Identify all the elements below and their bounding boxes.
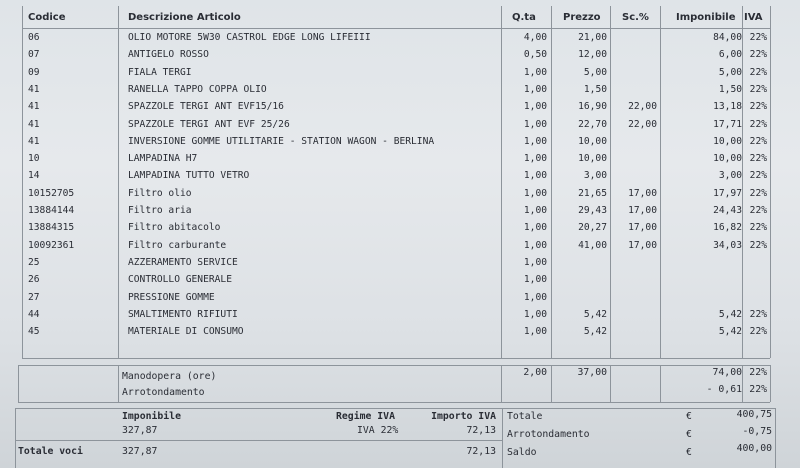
total-label: Totale [507,411,543,422]
labor-prezzo: 37,00 [577,367,607,378]
header-imponibile: Imponibile [676,12,736,23]
row-description: CONTROLLO GENERALE [128,274,232,286]
labor-iva: 22% [749,367,767,378]
row-imponibile: 34,03 [713,239,742,251]
row-prezzo: 10,00 [578,135,607,147]
row-imponibile: 1,50 [718,83,742,95]
row-code: 10 [28,153,40,165]
row-imponibile: 10,00 [713,135,742,147]
row-code: 41 [28,83,40,95]
col-line [660,365,661,402]
summary-importo-label: Importo IVA [431,411,496,422]
col-line [742,365,743,402]
summary-imponibile-value: 327,87 [122,425,158,436]
row-description: SMALTIMENTO RIFIUTI [128,308,238,320]
row-imponibile: 6,00 [718,49,742,61]
row-prezzo: 5,42 [583,308,607,320]
labor-qta: 2,00 [523,367,547,378]
header-qta: Q.ta [512,12,536,23]
row-prezzo: 5,42 [583,326,607,338]
table-row [0,306,800,323]
row-iva: 22% [749,153,767,165]
col-line [501,365,502,402]
row-prezzo: 20,27 [578,222,607,234]
row-qta: 1,00 [523,66,547,78]
row-sconto: 17,00 [628,205,657,216]
row-sconto: 22,00 [628,101,657,113]
row-prezzo: 21,00 [578,32,607,43]
col-line [502,408,503,468]
row-description: SPAZZOLE TERGI ANT EVF 25/26 [128,118,290,130]
row-imponibile: 17,71 [713,118,742,130]
row-sconto: 17,00 [628,239,657,251]
table-row [0,202,800,219]
row-description: PRESSIONE GOMME [128,291,215,303]
summary-top-line [15,408,775,409]
table-row [0,46,800,63]
row-imponibile: 5,42 [718,308,742,320]
arrotondamento-label: Arrotondamento [507,429,590,440]
saldo-value: 400,00 [736,443,772,454]
row-description: Filtro aria [128,205,192,216]
row-iva: 22% [749,66,767,78]
row-iva: 22% [749,326,767,338]
saldo-currency: € [686,447,692,458]
row-prezzo: 3,00 [583,170,607,182]
row-description: OLIO MOTORE 5W30 CASTROL EDGE LONG LIFEIII [128,32,371,43]
row-code: 41 [28,101,40,113]
labor-label: Manodopera (ore) [122,371,217,382]
row-qta: 1,00 [523,308,547,320]
table-row [0,81,800,98]
totale-voci-imponibile: 327,87 [122,446,158,457]
row-description: Filtro abitacolo [128,222,221,234]
row-imponibile: 84,00 [713,32,742,43]
row-code: 25 [28,256,40,268]
row-imponibile: 24,43 [713,205,742,216]
row-prezzo: 29,43 [578,205,607,216]
row-qta: 1,00 [523,153,547,165]
header-codice: Codice [28,12,66,23]
row-code: 41 [28,135,40,147]
header-descrizione: Descrizione Articolo [128,12,241,23]
rounding-label: Arrotondamento [122,387,205,398]
row-prezzo: 21,65 [578,187,607,199]
row-sconto: 22,00 [628,118,657,130]
col-line [15,408,16,468]
row-description: Filtro olio [128,187,192,199]
table-row [0,254,800,271]
row-iva: 22% [749,118,767,130]
table-row [0,98,800,115]
row-qta: 1,00 [523,170,547,182]
row-qta: 1,00 [523,326,547,338]
table-row [0,29,800,46]
table-row [0,133,800,150]
row-sconto: 17,00 [628,187,657,199]
row-qta: 1,00 [523,222,547,234]
row-code: 10092361 [28,239,75,251]
row-qta: 1,00 [523,291,547,303]
row-qta: 1,00 [523,135,547,147]
row-code: 13884315 [28,222,75,234]
header-iva: IVA [744,12,763,23]
row-qta: 1,00 [523,205,547,216]
row-description: RANELLA TAPPO COPPA OLIO [128,83,267,95]
summary-mid-line [15,440,502,441]
summary-imponibile-label: Imponibile [122,411,181,422]
col-line [118,365,119,402]
total-currency: € [686,411,692,422]
table-row [0,116,800,133]
summary-regime-label: Regime IVA [336,411,395,422]
row-imponibile: 5,00 [718,66,742,78]
row-qta: 0,50 [523,49,547,61]
totale-voci-label: Totale voci [18,446,83,457]
arrotondamento-value: -0,75 [742,426,772,437]
row-description: Filtro carburante [128,239,227,251]
row-description: FIALA TERGI [128,66,192,78]
row-code: 07 [28,49,40,61]
row-iva: 22% [749,101,767,113]
table-row [0,271,800,288]
row-prezzo: 12,00 [578,49,607,61]
table-row [0,64,800,81]
col-line [18,365,19,402]
labor-top-line [18,365,770,366]
row-description: LAMPADINA H7 [128,153,198,165]
row-code: 06 [28,32,40,43]
total-value: 400,75 [736,409,772,420]
row-code: 26 [28,274,40,286]
row-qta: 1,00 [523,274,547,286]
row-description: INVERSIONE GOMME UTILITARIE - STATION WAGON - BERLINA [128,135,435,147]
row-imponibile: 16,82 [713,222,742,234]
row-prezzo: 22,70 [578,118,607,130]
row-iva: 22% [749,170,767,182]
rounding-iva: 22% [749,384,767,395]
col-line [610,365,611,402]
row-prezzo: 41,00 [578,239,607,251]
row-prezzo: 16,90 [578,101,607,113]
row-code: 41 [28,118,40,130]
row-qta: 1,00 [523,101,547,113]
row-imponibile: 5,42 [718,326,742,338]
row-imponibile: 13,18 [713,101,742,113]
row-iva: 22% [749,239,767,251]
summary-importo-value: 72,13 [466,425,496,436]
row-iva: 22% [749,32,767,43]
table-row [0,237,800,254]
row-iva: 22% [749,135,767,147]
row-description: LAMPADINA TUTTO VETRO [128,170,250,182]
row-prezzo: 5,00 [583,66,607,78]
table-bottom-line [22,358,770,359]
saldo-label: Saldo [507,447,537,458]
row-iva: 22% [749,83,767,95]
totale-voci-iva: 72,13 [466,446,496,457]
row-prezzo: 10,00 [578,153,607,165]
rounding-imponibile: - 0,61 [706,384,742,395]
row-code: 14 [28,170,40,182]
table-row [0,323,800,340]
row-iva: 22% [749,49,767,61]
col-line [770,365,771,402]
row-qta: 1,00 [523,239,547,251]
row-sconto: 17,00 [628,222,657,234]
col-line [551,365,552,402]
row-description: SPAZZOLE TERGI ANT EVF15/16 [128,101,284,113]
row-code: 44 [28,308,40,320]
row-code: 27 [28,291,40,303]
row-prezzo: 1,50 [583,83,607,95]
row-qta: 1,00 [523,187,547,199]
row-qta: 1,00 [523,256,547,268]
table-row [0,167,800,184]
table-row [0,150,800,167]
row-iva: 22% [749,187,767,199]
row-iva: 22% [749,222,767,234]
row-code: 10152705 [28,187,75,199]
header-sconto: Sc.% [622,12,649,23]
row-imponibile: 10,00 [713,153,742,165]
row-qta: 1,00 [523,83,547,95]
row-code: 09 [28,66,40,78]
row-code: 45 [28,326,40,338]
labor-imponibile: 74,00 [712,367,742,378]
row-description: MATERIALE DI CONSUMO [128,326,244,338]
row-code: 13884144 [28,205,75,216]
table-row [0,289,800,306]
row-imponibile: 17,97 [713,187,742,199]
arrotondamento-currency: € [686,429,692,440]
row-iva: 22% [749,308,767,320]
table-row [0,219,800,236]
row-iva: 22% [749,205,767,216]
row-qta: 4,00 [523,32,547,43]
summary-regime-value: IVA 22% [357,425,399,436]
header-prezzo: Prezzo [563,12,601,23]
row-description: ANTIGELO ROSSO [128,49,209,61]
labor-bottom-line [18,402,770,403]
row-qta: 1,00 [523,118,547,130]
table-row [0,185,800,202]
col-line [775,408,776,468]
row-imponibile: 3,00 [718,170,742,182]
row-description: AZZERAMENTO SERVICE [128,256,238,268]
